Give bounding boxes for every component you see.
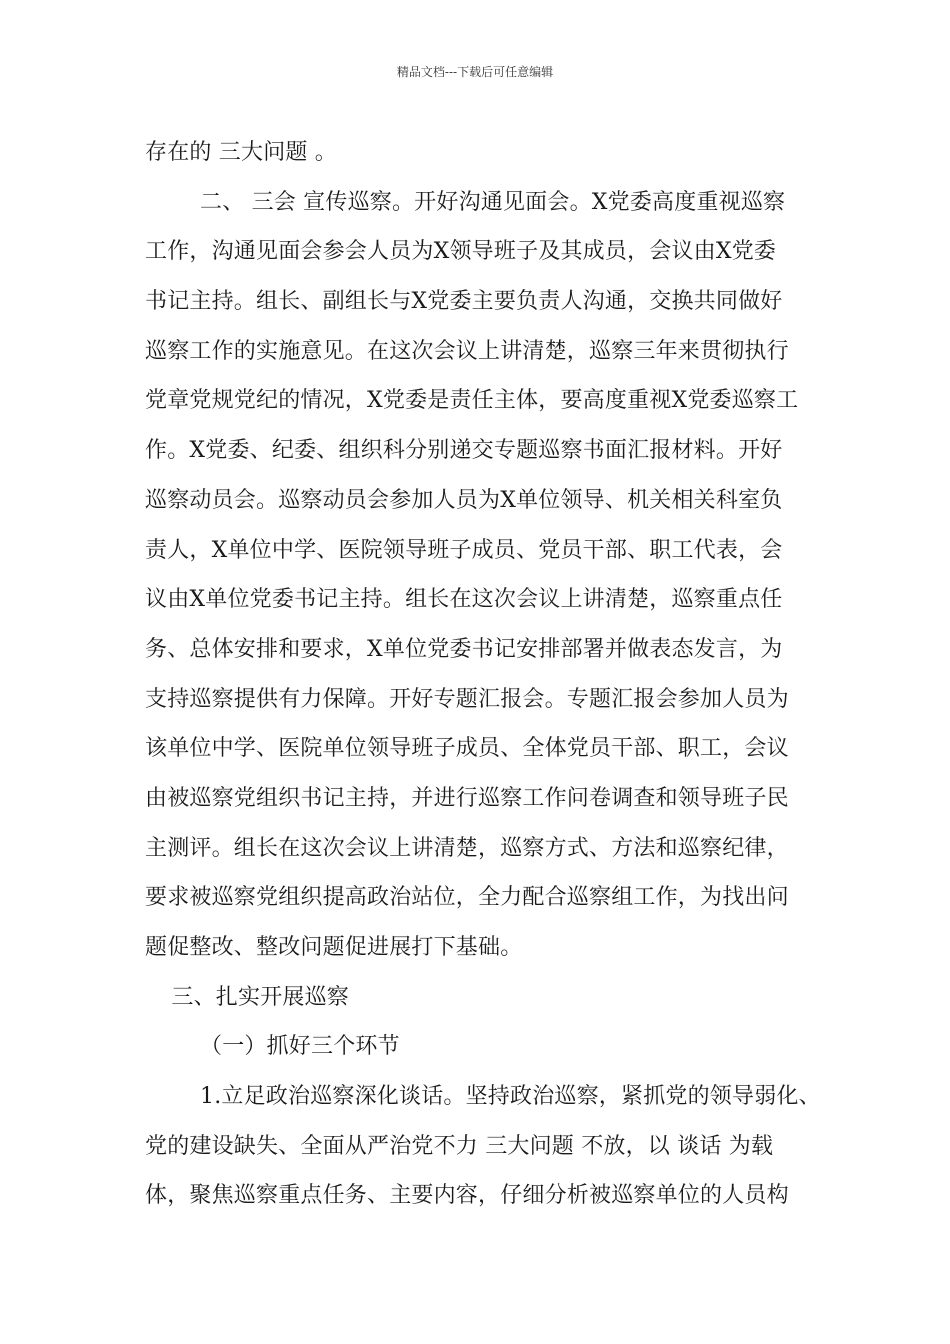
text-line: 党章党规党纪的情况，X党委是责任主体，要高度重视X党委巡察工 xyxy=(145,388,799,414)
text-line: 三、扎实开展巡察 xyxy=(171,984,349,1010)
text-line: 议由X单位党委书记主持。组长在这次会议上讲清楚，巡察重点任 xyxy=(145,587,783,613)
text-line: 体，聚焦巡察重点任务、主要内容，仔细分析被巡察单位的人员构 xyxy=(145,1183,789,1209)
text-line: （一）抓好三个环节 xyxy=(200,1034,400,1060)
text-line: 由被巡察党组织书记主持，并进行巡察工作问卷调查和领导班子民 xyxy=(145,785,789,811)
text-line: 巡察动员会。巡察动员会参加人员为X单位领导、机关相关科室负 xyxy=(145,487,783,513)
text-line: 支持巡察提供有力保障。开好专题汇报会。专题汇报会参加人员为 xyxy=(145,686,789,712)
text-line: 书记主持。组长、副组长与X党委主要负责人沟通，交换共同做好 xyxy=(145,289,783,315)
text-line: 1.立足政治巡察深化谈话。坚持政治巡察，紧抓党的领导弱化、 xyxy=(200,1084,821,1110)
text-line: 主测评。组长在这次会议上讲清楚，巡察方式、方法和巡察纪律， xyxy=(145,835,789,861)
text-line: 巡察工作的实施意见。在这次会议上讲清楚，巡察三年来贯彻执行 xyxy=(145,338,789,364)
text-line: 该单位中学、医院单位领导班子成员、全体党员干部、职工，会议 xyxy=(145,736,789,762)
text-line: 党的建设缺失、全面从严治党不力 三大问题 不放，以 谈话 为载 xyxy=(145,1133,774,1159)
page-header: 精品文档---下载后可任意编辑 xyxy=(396,65,554,79)
text-line: 二、 三会 宣传巡察。开好沟通见面会。X党委高度重视巡察 xyxy=(200,189,786,215)
document-body xyxy=(145,133,821,1226)
text-line: 工作，沟通见面会参会人员为X领导班子及其成员，会议由X党委 xyxy=(145,239,777,265)
text-line: 作。X党委、纪委、组织科分别递交专题巡察书面汇报材料。开好 xyxy=(145,438,783,464)
text-line: 要求被巡察党组织提高政治站位，全力配合巡察组工作，为找出问 xyxy=(145,885,789,911)
text-line: 题促整改、整改问题促进展打下基础。 xyxy=(145,935,523,960)
text-line: 责人，X单位中学、医院领导班子成员、党员干部、职工代表，会 xyxy=(145,537,783,563)
text-line: 存在的 三大问题 。 xyxy=(145,140,337,165)
text-line: 务、总体安排和要求，X单位党委书记安排部署并做表态发言，为 xyxy=(145,636,783,662)
